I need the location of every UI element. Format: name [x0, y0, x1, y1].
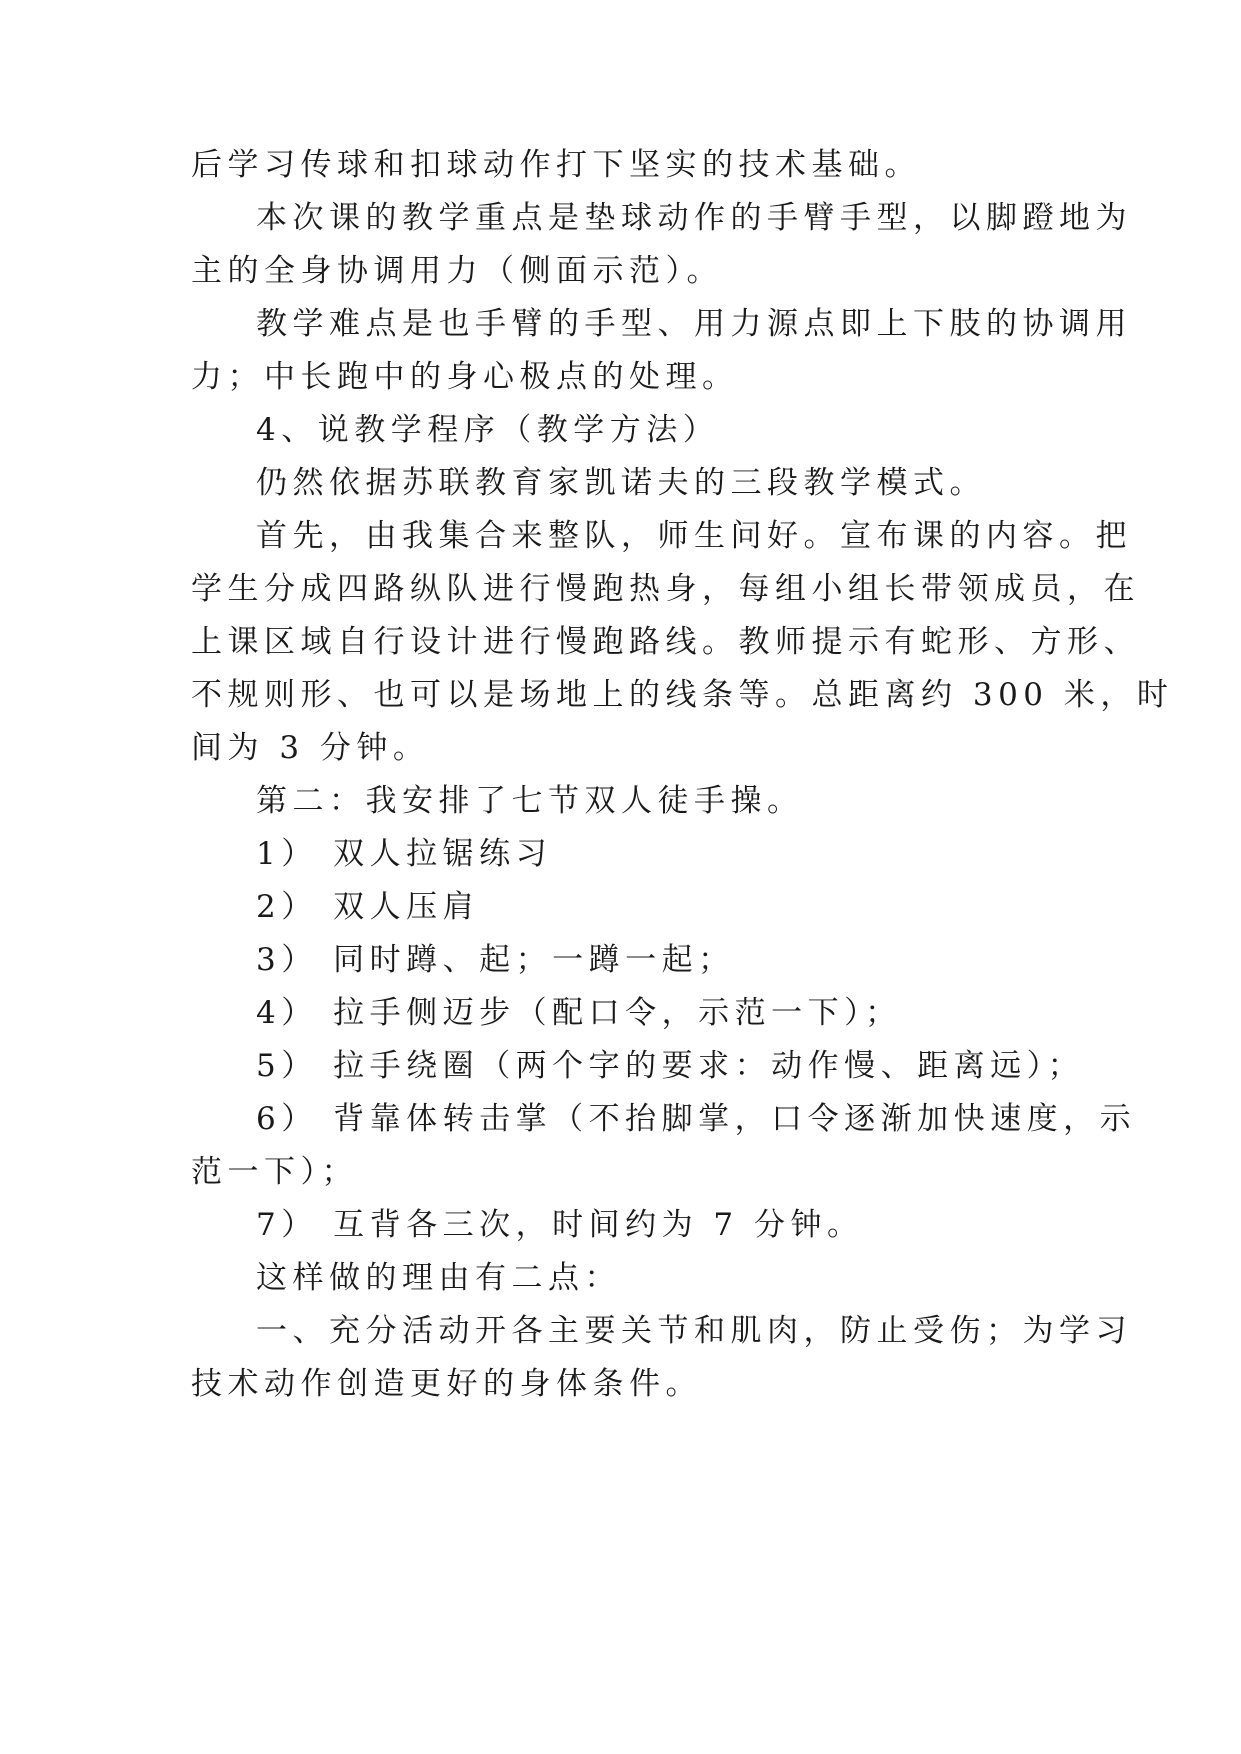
list-item: 6） 背靠体转击掌（不抬脚掌，口令逐渐加快速度，示 [256, 1101, 1137, 1137]
text-line: 仍然依据苏联教育家凯诺夫的三段教学模式。 [256, 465, 986, 501]
text-line: 第二：我安排了七节双人徒手操。 [256, 783, 804, 819]
list-item: 3） 同时蹲、起；一蹲一起； [256, 942, 735, 978]
text-line: 间为 3 分钟。 [191, 730, 430, 766]
list-item: 2） 双人压肩 [256, 889, 480, 925]
text-line: 教学难点是也手臂的手型、用力源点即上下肢的协调用 [256, 306, 1132, 342]
text-line: 首先，由我集合来整队，师生问好。宣布课的内容。把 [256, 518, 1132, 554]
list-item: 1） 双人拉锯练习 [256, 836, 553, 872]
text-line: 一、充分活动开各主要关节和肌肉，防止受伤；为学习 [256, 1313, 1132, 1349]
text-line: 上课区域自行设计进行慢跑路线。教师提示有蛇形、方形、 [191, 624, 1140, 660]
section-heading: 4、说教学程序（教学方法） [256, 412, 720, 448]
list-item: 7） 互背各三次，时间约为 7 分钟。 [256, 1207, 864, 1243]
text-line: 后学习传球和扣球动作打下坚实的技术基础。 [191, 147, 921, 183]
text-line: 技术动作创造更好的身体条件。 [191, 1366, 702, 1402]
text-line: 主的全身协调用力（侧面示范）。 [191, 253, 723, 289]
text-line: 本次课的教学重点是垫球动作的手臂手型，以脚蹬地为 [256, 200, 1132, 236]
list-item: 4） 拉手侧迈步（配口令，示范一下）； [256, 995, 902, 1031]
text-line: 不规则形、也可以是场地上的线条等。总距离约 300 米，时 [191, 677, 1174, 713]
list-item-continuation: 范一下）； [191, 1154, 358, 1190]
list-item: 5） 拉手绕圈（两个字的要求：动作慢、距离远）； [256, 1048, 1085, 1084]
text-line: 学生分成四路纵队进行慢跑热身，每组小组长带领成员，在 [191, 571, 1140, 607]
text-line: 这样做的理由有二点： [256, 1260, 621, 1296]
text-line: 力；中长跑中的身心极点的处理。 [191, 359, 739, 395]
